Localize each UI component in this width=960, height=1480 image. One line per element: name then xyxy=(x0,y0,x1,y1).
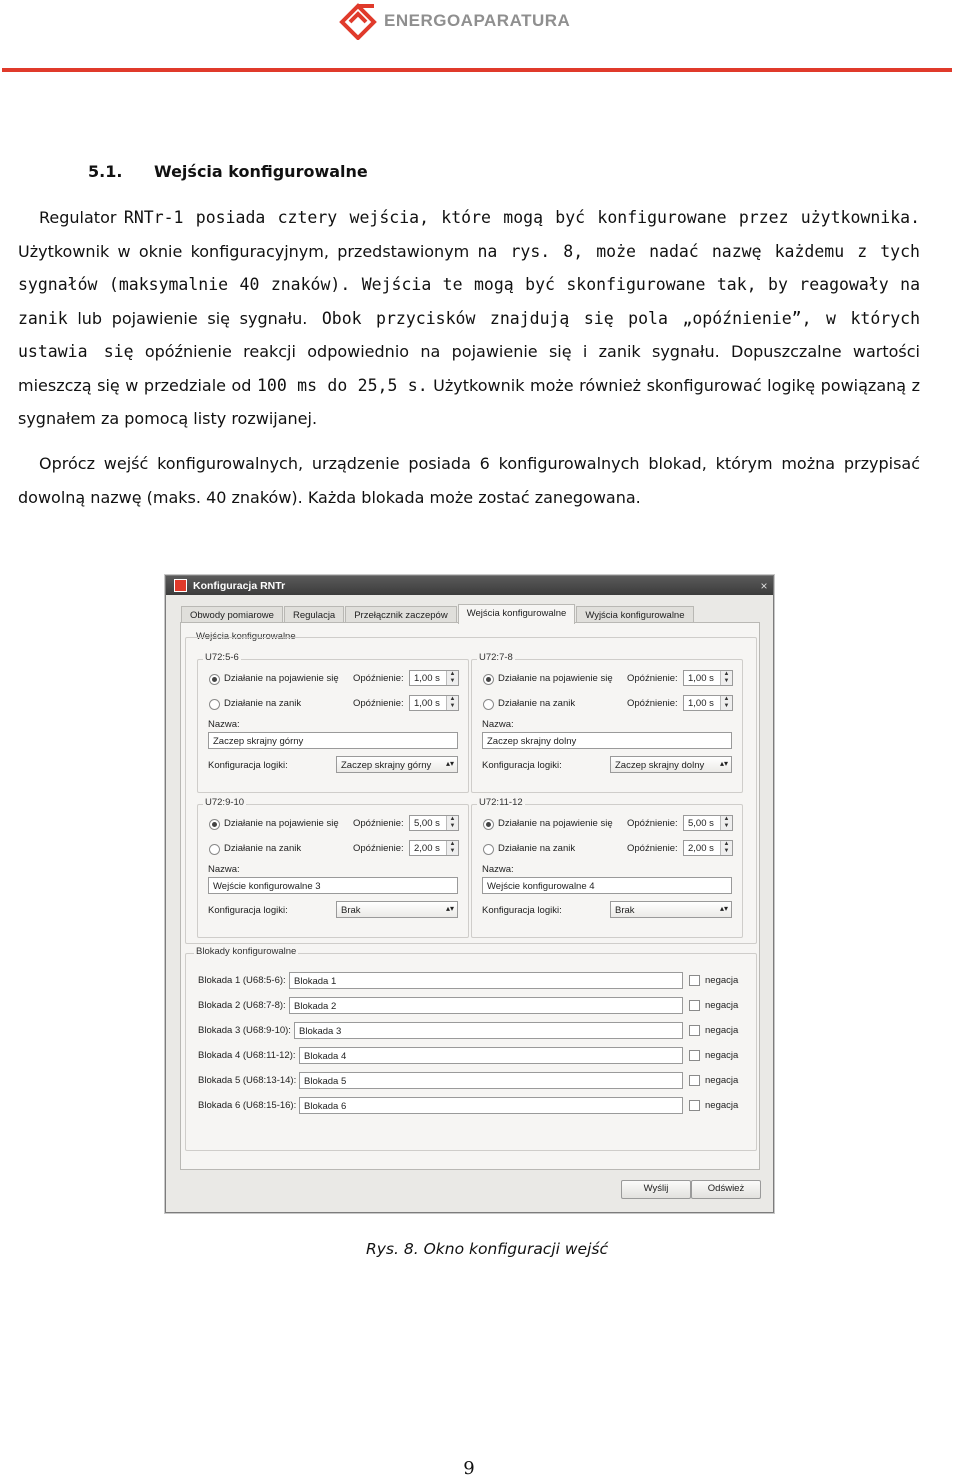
section-title xyxy=(88,162,368,181)
delay-appear-spinbox[interactable] xyxy=(409,670,459,686)
radio-loss[interactable] xyxy=(483,699,494,710)
dialog-titlebar xyxy=(166,576,773,595)
spin-value: 2,00 s xyxy=(414,843,440,854)
lock-label: Blokada 3 (U68:9-10): xyxy=(198,1025,291,1036)
lock-label: Blokada 5 (U68:13-14): xyxy=(198,1075,297,1086)
delay-loss-spinbox[interactable] xyxy=(683,695,733,711)
delay-label: Opóźnienie: xyxy=(627,673,678,684)
delay-label: Opóźnienie: xyxy=(353,673,404,684)
delay-loss-spinbox[interactable] xyxy=(409,840,459,856)
logic-label: Konfiguracja logiki: xyxy=(482,905,562,916)
spin-arrows-icon[interactable]: ▲ ▼ xyxy=(720,671,732,685)
negation-checkbox[interactable] xyxy=(689,1100,700,1111)
delay-label: Opóźnienie: xyxy=(353,698,404,709)
lock-label: Blokada 6 (U68:15-16): xyxy=(198,1100,297,1111)
figure-caption: Rys. 8. Okno konfiguracji wejść xyxy=(365,1240,608,1258)
name-label: Nazwa: xyxy=(482,719,514,730)
chevron-down-icon: ▴▾ xyxy=(719,759,728,768)
radio-appear[interactable] xyxy=(483,674,494,685)
spin-value: 2,00 s xyxy=(688,843,714,854)
name-input[interactable]: Wejście konfigurowalne 4 xyxy=(482,877,732,894)
energoaparatura-logo-icon xyxy=(338,2,378,40)
tab-tap-changer[interactable]: Przełącznik zaczepów xyxy=(345,606,456,624)
name-label: Nazwa: xyxy=(208,864,240,875)
section-number: 5.1. xyxy=(88,162,123,181)
name-input[interactable]: Zaczep skrajny dolny xyxy=(482,732,732,749)
logic-select[interactable] xyxy=(610,901,732,918)
tab-regulation[interactable]: Regulacja xyxy=(284,606,344,624)
radio-loss[interactable] xyxy=(483,844,494,855)
config-dialog xyxy=(165,575,774,1213)
radio-loss-label: Działanie na zanik xyxy=(224,698,302,709)
brand-name: ENERGOAPARATURA xyxy=(384,11,571,30)
lock-name-input[interactable]: Blokada 4 xyxy=(299,1047,683,1064)
radio-appear-label: Działanie na pojawienie się xyxy=(498,818,613,829)
tab-panel xyxy=(180,622,760,1170)
spin-value: 1,00 s xyxy=(414,698,440,709)
tab-configurable-inputs[interactable]: Wejścia konfigurowalne xyxy=(458,604,576,624)
name-label: Nazwa: xyxy=(208,719,240,730)
close-icon[interactable]: × xyxy=(760,578,768,593)
delay-appear-spinbox[interactable] xyxy=(409,815,459,831)
negation-checkbox[interactable] xyxy=(689,1075,700,1086)
panel-title: Wejścia konfigurowalne xyxy=(196,631,296,642)
input-group-title: U72:5-6 xyxy=(205,652,239,663)
radio-loss-label: Działanie na zanik xyxy=(498,698,576,709)
text-run: Użytkownik może również skonfigurować logikę powiązaną z sygnałem za pomocą listy rozwijanej. xyxy=(18,375,921,428)
logic-select[interactable] xyxy=(336,756,458,773)
negation-checkbox[interactable] xyxy=(689,1000,700,1011)
logic-select[interactable] xyxy=(610,756,732,773)
refresh-button[interactable]: Odśwież xyxy=(691,1180,761,1199)
text-run: Wejścia te mogą być skonfigurowane tak, by reagowały na zanik xyxy=(18,275,920,328)
radio-appear[interactable] xyxy=(483,819,494,830)
text-run: 100 ms do 25,5 s. xyxy=(257,375,428,395)
chevron-down-icon: ▴▾ xyxy=(445,904,454,913)
radio-appear-label: Działanie na pojawienie się xyxy=(224,673,339,684)
lock-name-input[interactable]: Blokada 2 xyxy=(289,997,683,1014)
negation-checkbox[interactable] xyxy=(689,1025,700,1036)
radio-loss[interactable] xyxy=(209,699,220,710)
negation-label: negacja xyxy=(705,1075,739,1086)
input-group-title: U72:9-10 xyxy=(205,797,245,808)
delay-label: Opóźnienie: xyxy=(353,843,404,854)
logic-value: Brak xyxy=(615,905,635,916)
chevron-down-icon: ▴▾ xyxy=(445,759,454,768)
tab-bar xyxy=(181,604,695,623)
logic-value: Zaczep skrajny dolny xyxy=(615,760,705,771)
text-run: Regulator xyxy=(39,208,124,227)
spin-arrows-icon[interactable]: ▲ ▼ xyxy=(446,671,458,685)
radio-loss[interactable] xyxy=(209,844,220,855)
lock-name-input[interactable]: Blokada 5 xyxy=(299,1072,683,1089)
negation-label: negacja xyxy=(705,1100,739,1111)
section-title-text: Wejścia konfigurowalne xyxy=(154,162,368,181)
spin-value: 1,00 s xyxy=(688,673,714,684)
lock-label: Blokada 4 (U68:11-12): xyxy=(198,1050,296,1061)
delay-loss-spinbox[interactable] xyxy=(683,840,733,856)
spin-arrows-icon[interactable]: ▲ ▼ xyxy=(446,696,458,710)
input-group-title: U72:7-8 xyxy=(479,652,513,663)
delay-appear-spinbox[interactable] xyxy=(683,815,733,831)
spin-value: 5,00 s xyxy=(688,818,714,829)
name-input[interactable]: Wejście konfigurowalne 3 xyxy=(208,877,458,894)
locks-title: Blokady konfigurowalne xyxy=(196,946,297,957)
page-number: 9 xyxy=(463,1458,475,1479)
text-run: lub pojawienie się sygnału. xyxy=(67,308,308,328)
negation-checkbox[interactable] xyxy=(689,1050,700,1061)
negation-label: negacja xyxy=(705,1050,739,1061)
radio-loss-label: Działanie na zanik xyxy=(498,843,576,854)
spin-arrows-icon[interactable]: ▲ ▼ xyxy=(720,816,732,830)
spin-arrows-icon[interactable]: ▲ ▼ xyxy=(446,816,458,830)
header-rule xyxy=(2,68,952,72)
delay-label: Opóźnienie: xyxy=(353,818,404,829)
text-run: Obok przycisków znajdują się pola „opóźnienie”, w których ustawia się xyxy=(18,308,921,361)
spin-value: 1,00 s xyxy=(688,698,714,709)
lock-label: Blokada 1 (U68:5-6): xyxy=(198,975,286,986)
negation-label: negacja xyxy=(705,1025,739,1036)
negation-label: negacja xyxy=(705,1000,739,1011)
spin-arrows-icon[interactable]: ▲ ▼ xyxy=(720,696,732,710)
dialog-title: Konfiguracja RNTr xyxy=(193,579,286,592)
spin-arrows-icon[interactable]: ▲ ▼ xyxy=(446,841,458,855)
radio-appear-label: Działanie na pojawienie się xyxy=(498,673,613,684)
tab-measurement[interactable]: Obwody pomiarowe xyxy=(181,606,283,624)
radio-appear[interactable] xyxy=(209,674,220,685)
negation-label: negacja xyxy=(705,975,739,986)
radio-appear[interactable] xyxy=(209,819,220,830)
send-button[interactable]: Wyślij xyxy=(621,1180,691,1199)
logic-select[interactable] xyxy=(336,901,458,918)
brand-logo xyxy=(338,2,570,40)
spin-value: 1,00 s xyxy=(414,673,440,684)
delay-loss-spinbox[interactable] xyxy=(409,695,459,711)
app-icon xyxy=(174,579,187,592)
negation-checkbox[interactable] xyxy=(689,975,700,986)
name-label: Nazwa: xyxy=(482,864,514,875)
logic-label: Konfiguracja logiki: xyxy=(208,760,288,771)
name-input[interactable]: Zaczep skrajny górny xyxy=(208,732,458,749)
lock-name-input[interactable]: Blokada 1 xyxy=(289,972,683,989)
radio-loss-label: Działanie na zanik xyxy=(224,843,302,854)
lock-name-input[interactable]: Blokada 6 xyxy=(299,1097,683,1114)
delay-label: Opóźnienie: xyxy=(627,698,678,709)
lock-label: Blokada 2 (U68:7-8): xyxy=(198,1000,286,1011)
tab-configurable-outputs[interactable]: Wyjścia konfigurowalne xyxy=(576,606,693,624)
spin-arrows-icon[interactable]: ▲ ▼ xyxy=(720,841,732,855)
chevron-down-icon: ▴▾ xyxy=(719,904,728,913)
text-run: Użytkownik w oknie konfiguracyjnym, przedstawionym xyxy=(18,241,478,261)
logic-value: Zaczep skrajny górny xyxy=(341,760,432,771)
text-run: na rys. 8, może nadać nazwę każdemu z tych sygnałów (maksymalnie 40 znaków). xyxy=(18,241,920,294)
delay-label: Opóźnienie: xyxy=(627,818,678,829)
text-run: RNTr-1 posiada cztery wejścia, które mogą być konfigurowane przez użytkownika. xyxy=(123,208,921,227)
input-group-title: U72:11-12 xyxy=(479,797,523,808)
delay-label: Opóźnienie: xyxy=(627,843,678,854)
logic-label: Konfiguracja logiki: xyxy=(482,760,562,771)
text-run: opóźnienie reakcji odpowiednio na pojawienie się i zanik sygnału. Dopuszczalne wartości mieszczą się w przedziale od xyxy=(18,342,920,395)
logic-value: Brak xyxy=(341,905,361,916)
spin-value: 5,00 s xyxy=(414,818,440,829)
radio-appear-label: Działanie na pojawienie się xyxy=(224,818,339,829)
logic-label: Konfiguracja logiki: xyxy=(208,905,288,916)
delay-appear-spinbox[interactable] xyxy=(683,670,733,686)
paragraph-1 xyxy=(18,201,920,436)
paragraph-2: Oprócz wejść konfigurowalnych, urządzenie posiada 6 konfigurowalnych blokad, którym można przypisać dowolną nazwę (maks. 40 znaków). Każda blokada może zostać zanegowana. xyxy=(18,454,920,507)
lock-name-input[interactable]: Blokada 3 xyxy=(294,1022,683,1039)
